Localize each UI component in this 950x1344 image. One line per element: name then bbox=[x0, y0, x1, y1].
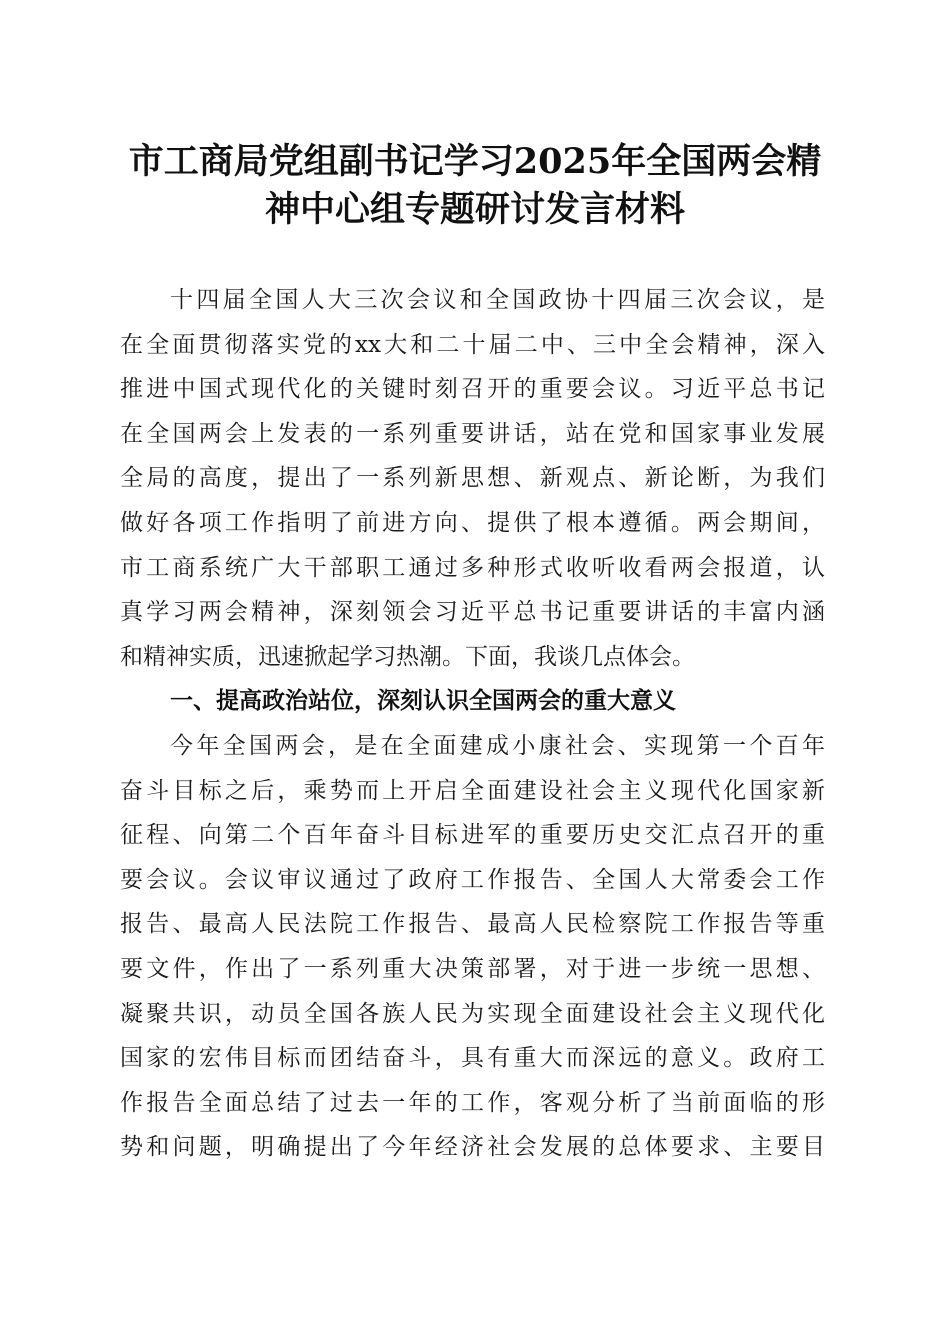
text-line: 势和问题，明确提出了今年经济社会发展的总体要求、主要目 bbox=[120, 1134, 825, 1161]
paragraph-section1 bbox=[120, 724, 825, 1170]
text-line: 推进中国式现代化的关键时刻召开的重要会议。习近平总书记 bbox=[120, 376, 825, 403]
text-line: 要会议。会议审议通过了政府工作报告、全国人大常委会工作 bbox=[120, 866, 825, 893]
text-line: 要文件，作出了一系列重大决策部署，对于进一步统一思想、 bbox=[120, 955, 825, 982]
text-line: 十四届全国人大三次会议和全国政协十四届三次会议，是 bbox=[170, 287, 825, 313]
text-line: 在全国两会上发表的一系列重要讲话，站在党和国家事业发展 bbox=[120, 420, 825, 447]
document-title bbox=[120, 138, 830, 234]
text-line: 报告、最高人民法院工作报告、最高人民检察院工作报告等重 bbox=[120, 911, 825, 938]
title-line: 神中心组专题研讨发言材料 bbox=[264, 189, 685, 230]
title-line: 市工商局党组副书记学习2025年全国两会精 bbox=[128, 141, 822, 182]
text-line: 征程、向第二个百年奋斗目标进军的重要历史交汇点召开的重 bbox=[120, 822, 825, 849]
text-line: 在全面贯彻落实党的xx大和二十届二中、三中全会精神，深入 bbox=[120, 331, 825, 358]
text-line: 市工商系统广大干部职工通过多种形式收听收看两会报道，认 bbox=[120, 554, 825, 581]
section-heading: 一、提高政治站位，深刻认识全国两会的重大意义 bbox=[170, 688, 676, 715]
text-line: 和精神实质，迅速掀起学习热潮。下面，我谈几点体会。 bbox=[120, 643, 695, 670]
text-line: 凝聚共识，动员全国各族人民为实现全面建设社会主义现代化 bbox=[120, 1000, 825, 1027]
paragraph-intro bbox=[120, 278, 825, 679]
text-line: 全局的高度，提出了一系列新思想、新观点、新论断，为我们 bbox=[120, 465, 825, 492]
text-line: 做好各项工作指明了前进方向、提供了根本遵循。两会期间， bbox=[120, 509, 825, 536]
text-line: 今年全国两会，是在全面建成小康社会、实现第一个百年 bbox=[170, 732, 825, 759]
text-line: 真学习两会精神，深刻领会习近平总书记重要讲话的丰富内涵 bbox=[120, 599, 825, 626]
document-body bbox=[120, 278, 825, 1170]
text-line: 作报告全面总结了过去一年的工作，客观分析了当前面临的形 bbox=[120, 1089, 825, 1116]
text-line: 奋斗目标之后，乘势而上开启全面建设社会主义现代化国家新 bbox=[120, 777, 825, 804]
text-line: 国家的宏伟目标而团结奋斗，具有重大而深远的意义。政府工 bbox=[120, 1045, 825, 1072]
